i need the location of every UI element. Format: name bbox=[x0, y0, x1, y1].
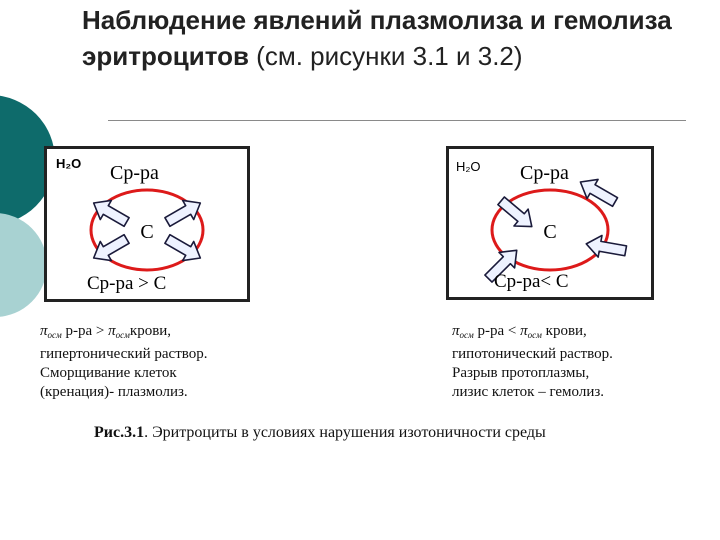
title-normal: (см. рисунки 3.1 и 3.2) bbox=[248, 41, 523, 71]
caption-formula: $\pi_{осм}$ $р-ра > \pi_{осм}крови$, bbox=[40, 323, 172, 340]
caption-line: гипотонический раствор. bbox=[452, 346, 613, 362]
slide-title bbox=[82, 2, 712, 74]
h2o-label: H₂O bbox=[56, 156, 82, 171]
caption-hypotonic bbox=[452, 322, 613, 402]
figure-label: Рис.3.1 bbox=[94, 424, 145, 441]
diagram-panel-hypertonic bbox=[44, 146, 250, 302]
caption-hypertonic bbox=[40, 322, 208, 402]
figure-caption bbox=[94, 424, 546, 442]
cell-conc-label: C bbox=[543, 221, 557, 243]
lightblue-circle-decoration bbox=[0, 213, 47, 317]
figure-text: . Эритроциты в условиях нарушения изотоничности среды bbox=[144, 424, 546, 441]
h2o-label: H₂O bbox=[456, 159, 481, 174]
diagram-panel-hypotonic bbox=[446, 146, 654, 300]
title-bold: Наблюдение явлений плазмолиза и гемолиза эритроцитов bbox=[82, 5, 672, 71]
top-conc-label: Cp-pa bbox=[110, 162, 159, 184]
caption-line: Разрыв протоплазмы, bbox=[452, 365, 590, 381]
caption-line: Сморщивание клеток bbox=[40, 365, 177, 381]
caption-formula: $\pi_{осм}$ $р-ра < \pi_{осм}$ крови, bbox=[452, 323, 587, 340]
top-conc-label: Cp-pa bbox=[520, 162, 569, 184]
caption-line: (кренация)- плазмолиз. bbox=[40, 384, 188, 400]
caption-line: лизис клеток – гемолиз. bbox=[452, 384, 605, 400]
caption-line: гипертонический раствор. bbox=[40, 346, 208, 362]
title-divider bbox=[108, 120, 686, 121]
bottom-conc-label: Cp-pa< C bbox=[494, 271, 569, 292]
cell-conc-label: C bbox=[140, 221, 154, 243]
bottom-conc-label: Cp-pa > C bbox=[87, 273, 167, 294]
